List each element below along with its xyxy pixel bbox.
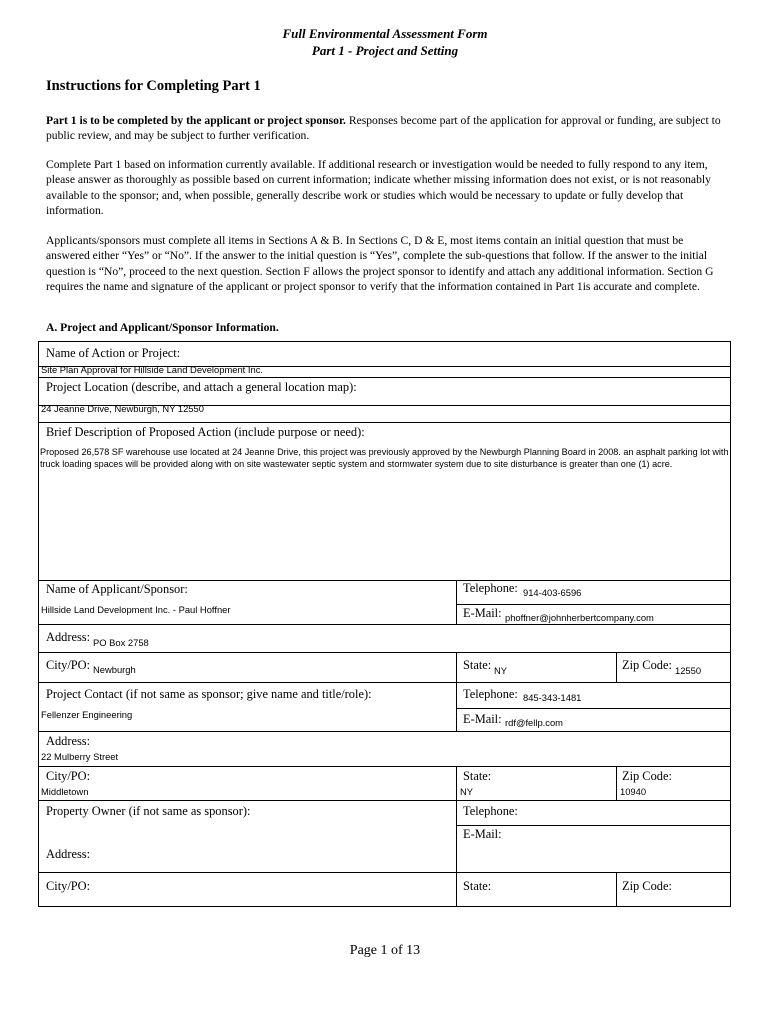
project-location-label: Project Location (describe, and attach a general location map): — [46, 380, 357, 394]
name-of-action-field[interactable]: Site Plan Approval for Hillside Land Development Inc. — [41, 364, 263, 375]
name-of-action-label: Name of Action or Project: — [46, 346, 181, 360]
applicant-city-field[interactable]: Newburgh — [93, 664, 136, 675]
description-label: Brief Description of Proposed Action (include purpose or need): — [46, 425, 365, 439]
owner-address-label: Address: — [46, 847, 91, 861]
form-divider — [39, 766, 730, 767]
form-divider — [456, 825, 731, 826]
form-divider — [39, 377, 730, 378]
contact-city-field[interactable]: Middletown — [41, 786, 89, 797]
section-a-heading: A. Project and Applicant/Sponsor Information. — [46, 321, 279, 334]
form-divider — [39, 872, 730, 873]
column-divider — [456, 872, 457, 907]
owner-state-label: State: — [463, 879, 492, 893]
contact-address-label: Address: — [46, 734, 91, 748]
applicant-telephone-label: Telephone: — [463, 581, 518, 595]
contact-name-field[interactable]: Fellenzer Engineering — [41, 709, 133, 720]
applicant-telephone-field[interactable]: 914-403-6596 — [523, 587, 582, 598]
owner-email-label: E-Mail: — [463, 827, 502, 841]
contact-address-field[interactable]: 22 Mulberry Street — [41, 751, 119, 762]
applicant-state-field[interactable]: NY — [494, 665, 508, 676]
form-divider — [39, 800, 730, 801]
applicant-name-field[interactable]: Hillside Land Development Inc. - Paul Hoffner — [41, 604, 231, 615]
contact-telephone-field[interactable]: 845-343-1481 — [523, 692, 582, 703]
form-divider — [39, 422, 730, 423]
contact-state-label: State: — [463, 769, 492, 783]
owner-zip-label: Zip Code: — [622, 879, 672, 893]
applicant-name-label: Name of Applicant/Sponsor: — [46, 582, 188, 596]
instructions-paragraph-1 — [46, 113, 726, 144]
contact-name-label: Project Contact (if not same as sponsor; give name and title/role): — [46, 687, 372, 701]
owner-name-label: Property Owner (if not same as sponsor): — [46, 804, 251, 818]
instructions-p1-rest: Responses become part of the application for approval or funding, are subject to public review, and may be subject to further verification. — [46, 114, 721, 143]
instructions-heading: Instructions for Completing Part 1 — [46, 78, 261, 94]
contact-telephone-label: Telephone: — [463, 687, 518, 701]
column-divider — [616, 766, 617, 800]
column-divider — [456, 580, 457, 624]
form-subtitle: Part 1 - Project and Setting — [311, 43, 459, 58]
contact-state-field[interactable]: NY — [460, 786, 474, 797]
form-divider — [39, 652, 730, 653]
page-number: Page 1 of 13 — [349, 943, 421, 958]
contact-city-label: City/PO: — [46, 769, 91, 783]
instructions-paragraph-2: Complete Part 1 based on information currently available. If additional research or investigation would be needed to fully respond to any item, please answer as thoroughly as possible based on current information; indicate whether missing information does not exist, or is not reasonably available to the sponsor; and, when possible, generally describe work or studies which would be necessary to update or fully develop that information. — [46, 158, 711, 218]
column-divider — [456, 766, 457, 872]
applicant-zip-field[interactable]: 12550 — [675, 665, 702, 676]
column-divider — [616, 872, 617, 907]
contact-zip-field[interactable]: 10940 — [620, 786, 647, 797]
form-title: Full Environmental Assessment Form — [282, 26, 488, 41]
applicant-zip-label: Zip Code: — [622, 658, 672, 672]
form-divider — [39, 731, 730, 732]
applicant-city-label: City/PO: — [46, 658, 91, 672]
project-location-field[interactable]: 24 Jeanne Drive, Newburgh, NY 12550 — [41, 403, 204, 414]
form-divider — [39, 580, 730, 581]
applicant-email-field[interactable]: phoffner@johnherbertcompany.com — [505, 612, 654, 623]
applicant-address-label: Address: — [46, 630, 91, 644]
project-sponsor-form — [38, 341, 731, 907]
form-divider — [456, 708, 731, 709]
owner-city-label: City/PO: — [46, 879, 91, 893]
form-divider — [39, 624, 730, 625]
contact-zip-label: Zip Code: — [622, 769, 672, 783]
column-divider — [616, 652, 617, 682]
owner-telephone-label: Telephone: — [463, 804, 518, 818]
contact-email-label: E-Mail: — [463, 712, 502, 726]
description-field[interactable]: Proposed 26,578 SF warehouse use located at 24 Jeanne Drive, this project was previously approved by the Newburgh Planning Board in 2008. an asphalt parking lot with truck loading spaces will be provided along with on site wastewater septic system and stormwater system due to site disturbance is greater than one (1) acre. — [40, 447, 729, 470]
applicant-email-label: E-Mail: — [463, 606, 502, 620]
form-divider — [456, 604, 731, 605]
instructions-paragraph-3: Applicants/sponsors must complete all items in Sections A & B. In Sections C, D & E, most items contain an initial question that must be answered either “Yes” or “No”. If the answer to the initial question is “Yes”, complete the sub-questions that follow. If the answer to the initial question is “No”, proceed to the next question. Section F allows the project sponsor to identify and attach any additional information. Section G requires the name and signature of the applicant or project sponsor to verify that the information contained in Part 1is accurate and complete. — [46, 234, 714, 294]
column-divider — [456, 652, 457, 731]
instructions-p1-bold: Part 1 is to be completed by the applicant or project sponsor. — [46, 114, 346, 127]
applicant-state-label: State: — [463, 658, 492, 672]
contact-email-field[interactable]: rdf@fellp.com — [505, 717, 563, 728]
applicant-address-field[interactable]: PO Box 2758 — [93, 637, 149, 648]
form-divider — [39, 682, 730, 683]
